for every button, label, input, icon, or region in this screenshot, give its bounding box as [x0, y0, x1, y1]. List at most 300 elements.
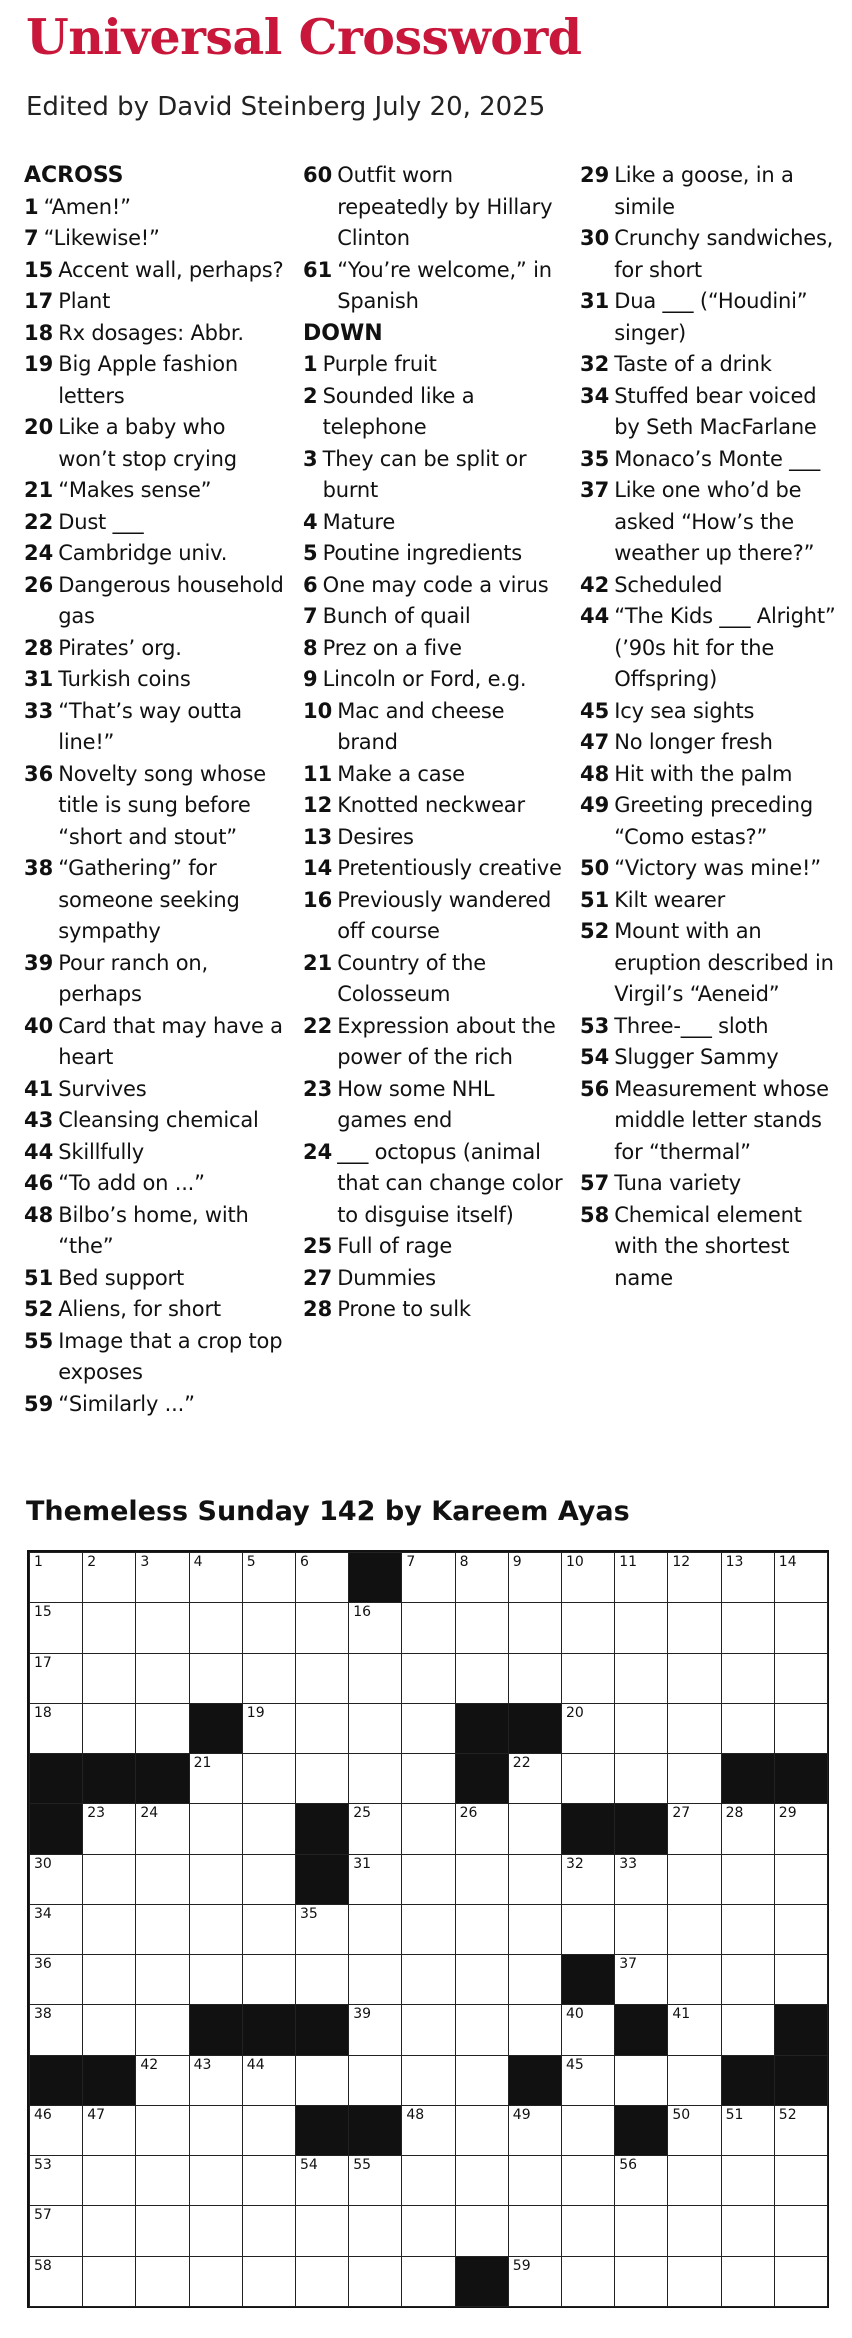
grid-cell[interactable]: [561, 2155, 615, 2206]
across-clue-40[interactable]: [24, 1011, 286, 1074]
grid-cell[interactable]: [614, 1602, 668, 1653]
down-clue-31[interactable]: [580, 286, 842, 349]
clue-number: 4: [303, 509, 318, 534]
down-clue-48[interactable]: [580, 759, 842, 791]
grid-cell[interactable]: [242, 2256, 296, 2307]
down-clue-58[interactable]: [580, 1200, 842, 1295]
grid-cell[interactable]: [189, 1753, 243, 1804]
grid-cell[interactable]: [29, 1552, 83, 1603]
grid-cell[interactable]: [82, 1552, 136, 1603]
grid-cell[interactable]: [561, 1602, 615, 1653]
grid-cell[interactable]: [135, 2205, 189, 2256]
grid-cell[interactable]: [561, 2004, 615, 2055]
down-clue-14[interactable]: [303, 853, 565, 885]
grid-cell[interactable]: [667, 1904, 721, 1955]
grid-cell[interactable]: [721, 1552, 775, 1603]
grid-cell[interactable]: [189, 2205, 243, 2256]
grid-cell[interactable]: [774, 1602, 828, 1653]
grid-cell[interactable]: [667, 1854, 721, 1905]
across-clue-31[interactable]: [24, 664, 286, 696]
grid-cell[interactable]: [29, 1602, 83, 1653]
grid-cell[interactable]: [135, 1803, 189, 1854]
grid-cell[interactable]: [614, 2256, 668, 2307]
grid-cell[interactable]: [455, 1602, 509, 1653]
grid-cell[interactable]: [455, 2055, 509, 2106]
grid-cell[interactable]: [774, 1904, 828, 1955]
across-clue-39[interactable]: [24, 948, 286, 1011]
grid-cell[interactable]: [135, 2256, 189, 2307]
clue-number: 33: [24, 698, 54, 723]
down-clue-1[interactable]: [303, 349, 565, 381]
grid-cell[interactable]: [667, 1653, 721, 1704]
grid-cell[interactable]: [774, 1653, 828, 1704]
down-clue-45[interactable]: [580, 696, 842, 728]
grid-cell[interactable]: [401, 1904, 455, 1955]
cell-number: 15: [34, 1604, 52, 1621]
grid-cell[interactable]: [82, 2155, 136, 2206]
grid-cell[interactable]: [508, 1904, 562, 1955]
grid-cell[interactable]: [721, 2205, 775, 2256]
across-clue-1[interactable]: [24, 192, 286, 224]
grid-cell[interactable]: [401, 2155, 455, 2206]
black-square: [614, 1803, 668, 1854]
down-clue-49[interactable]: [580, 790, 842, 853]
grid-cell[interactable]: [82, 1602, 136, 1653]
grid-cell[interactable]: [667, 1602, 721, 1653]
across-clue-52[interactable]: [24, 1294, 286, 1326]
grid-cell[interactable]: [774, 1954, 828, 2005]
grid-cell[interactable]: [667, 2205, 721, 2256]
grid-cell[interactable]: [614, 1703, 668, 1754]
grid-cell[interactable]: [614, 1552, 668, 1603]
grid-cell[interactable]: [667, 1703, 721, 1754]
across-clue-22[interactable]: [24, 507, 286, 539]
grid-cell[interactable]: [508, 2105, 562, 2156]
grid-cell[interactable]: [189, 2256, 243, 2307]
grid-cell[interactable]: [295, 2256, 349, 2307]
grid-cell[interactable]: [135, 2105, 189, 2156]
grid-cell[interactable]: [242, 1552, 296, 1603]
black-square: [561, 1954, 615, 2005]
grid-cell[interactable]: [29, 2105, 83, 2156]
grid-cell[interactable]: [614, 1904, 668, 1955]
grid-cell[interactable]: [774, 2205, 828, 2256]
grid-cell[interactable]: [401, 1602, 455, 1653]
grid-cell[interactable]: [29, 2205, 83, 2256]
grid-cell[interactable]: [667, 1753, 721, 1804]
down-clue-56[interactable]: [580, 1074, 842, 1169]
clue-text: Bunch of quail: [322, 604, 471, 628]
clue-number: 26: [24, 572, 54, 597]
grid-cell[interactable]: [508, 1602, 562, 1653]
grid-cell[interactable]: [82, 1854, 136, 1905]
down-clue-4[interactable]: [303, 507, 565, 539]
down-clue-27[interactable]: [303, 1263, 565, 1295]
grid-cell[interactable]: [667, 2055, 721, 2106]
grid-cell[interactable]: [561, 1854, 615, 1905]
grid-cell[interactable]: [295, 2055, 349, 2106]
grid-cell[interactable]: [348, 2256, 402, 2307]
cell-number: 23: [87, 1805, 106, 1822]
clue-number: 45: [580, 698, 610, 723]
cell-number: 19: [246, 1704, 265, 1721]
grid-cell[interactable]: [242, 2205, 296, 2256]
grid-cell[interactable]: [82, 2004, 136, 2055]
grid-cell[interactable]: [455, 1803, 509, 1854]
grid-cell[interactable]: [721, 1602, 775, 1653]
grid-cell[interactable]: [561, 2256, 615, 2307]
across-clue-20[interactable]: [24, 412, 286, 475]
down-clue-25[interactable]: [303, 1231, 565, 1263]
grid-cell[interactable]: [508, 2205, 562, 2256]
grid-cell[interactable]: [508, 2004, 562, 2055]
grid-cell[interactable]: [455, 1854, 509, 1905]
down-clue-7[interactable]: [303, 601, 565, 633]
grid-cell[interactable]: [508, 1954, 562, 2005]
grid-cell[interactable]: [135, 1954, 189, 2005]
down-clue-54[interactable]: [580, 1042, 842, 1074]
grid-cell[interactable]: [401, 2105, 455, 2156]
grid-cell[interactable]: [295, 1653, 349, 1704]
grid-cell[interactable]: [401, 1653, 455, 1704]
down-clue-42[interactable]: [580, 570, 842, 602]
grid-cell[interactable]: [508, 1653, 562, 1704]
grid-cell[interactable]: [29, 2256, 83, 2307]
down-clue-44[interactable]: [580, 601, 842, 696]
grid-cell[interactable]: [561, 1904, 615, 1955]
down-clue-37[interactable]: [580, 475, 842, 570]
grid-cell[interactable]: [348, 1904, 402, 1955]
across-clue-61[interactable]: [303, 255, 565, 318]
grid-cell[interactable]: [135, 1552, 189, 1603]
cell-number: 20: [566, 1704, 584, 1721]
grid-cell[interactable]: [561, 2105, 615, 2156]
grid-cell[interactable]: [721, 2004, 775, 2055]
grid-cell[interactable]: [774, 1552, 828, 1603]
grid-cell[interactable]: [721, 2155, 775, 2206]
clue-text: One may code a virus: [322, 572, 549, 597]
grid-cell[interactable]: [82, 2205, 136, 2256]
across-clue-48[interactable]: [24, 1200, 286, 1263]
grid-cell[interactable]: [508, 1803, 562, 1854]
down-clue-28[interactable]: [303, 1294, 565, 1326]
grid-cell[interactable]: [455, 2205, 509, 2256]
down-clue-11[interactable]: [303, 759, 565, 791]
grid-cell[interactable]: [401, 2205, 455, 2256]
grid-cell[interactable]: [189, 2055, 243, 2106]
grid-cell[interactable]: [29, 1703, 83, 1754]
grid-cell[interactable]: [82, 2256, 136, 2307]
grid-cell[interactable]: [561, 1703, 615, 1754]
down-clue-53[interactable]: [580, 1011, 842, 1043]
grid-cell[interactable]: [29, 2155, 83, 2206]
grid-cell[interactable]: [242, 1753, 296, 1804]
grid-cell[interactable]: [774, 2256, 828, 2307]
clue-number: 3: [303, 446, 318, 471]
grid-cell[interactable]: [295, 1703, 349, 1754]
across-clue-36[interactable]: [24, 759, 286, 854]
across-clue-17[interactable]: [24, 286, 286, 318]
grid-cell[interactable]: [135, 2155, 189, 2206]
grid-cell[interactable]: [455, 1552, 509, 1603]
grid-cell[interactable]: [508, 1753, 562, 1804]
black-square: [82, 2055, 136, 2106]
across-clue-59[interactable]: [24, 1389, 286, 1421]
down-clue-29[interactable]: [580, 160, 842, 223]
grid-cell[interactable]: [29, 1653, 83, 1704]
clue-number: 51: [580, 887, 610, 912]
cell-number: 41: [672, 2006, 691, 2023]
grid-cell[interactable]: [455, 1904, 509, 1955]
grid-cell[interactable]: [135, 1653, 189, 1704]
grid-cell[interactable]: [667, 2256, 721, 2307]
grid-cell[interactable]: [295, 1602, 349, 1653]
grid-cell[interactable]: [614, 1854, 668, 1905]
cell-number: 52: [778, 2106, 797, 2123]
grid-cell[interactable]: [721, 1854, 775, 1905]
across-clue-26[interactable]: [24, 570, 286, 633]
grid-cell[interactable]: [614, 1753, 668, 1804]
grid-cell[interactable]: [508, 2155, 562, 2206]
clue-number: 25: [303, 1234, 333, 1258]
grid-cell[interactable]: [189, 1552, 243, 1603]
grid-cell[interactable]: [242, 1904, 296, 1955]
grid-cell[interactable]: [189, 2155, 243, 2206]
grid-cell[interactable]: [667, 1552, 721, 1603]
down-clue-52[interactable]: [580, 916, 842, 1011]
grid-cell[interactable]: [348, 2004, 402, 2055]
clue-text: “Victory was mine!”: [614, 856, 821, 880]
grid-cell[interactable]: [189, 1954, 243, 2005]
grid-cell[interactable]: [348, 1954, 402, 2005]
grid-cell[interactable]: [667, 1803, 721, 1854]
grid-cell[interactable]: [295, 1552, 349, 1603]
grid-cell[interactable]: [135, 1602, 189, 1653]
grid-cell[interactable]: [401, 2004, 455, 2055]
grid-cell[interactable]: [82, 1803, 136, 1854]
grid-cell[interactable]: [401, 1854, 455, 1905]
down-clue-21[interactable]: [303, 948, 565, 1011]
grid-cell[interactable]: [561, 1753, 615, 1804]
grid-cell[interactable]: [295, 2205, 349, 2256]
grid-cell[interactable]: [561, 1552, 615, 1603]
down-clue-10[interactable]: [303, 696, 565, 759]
down-clue-6[interactable]: [303, 570, 565, 602]
grid-cell[interactable]: [29, 2004, 83, 2055]
grid-cell[interactable]: [721, 2256, 775, 2307]
grid-cell[interactable]: [401, 1703, 455, 1754]
grid-cell[interactable]: [189, 1904, 243, 1955]
grid-cell[interactable]: [348, 2205, 402, 2256]
grid-cell[interactable]: [721, 1703, 775, 1754]
grid-cell[interactable]: [455, 2155, 509, 2206]
grid-cell[interactable]: [721, 1803, 775, 1854]
grid-cell[interactable]: [774, 1803, 828, 1854]
grid-cell[interactable]: [29, 1904, 83, 1955]
clue-text: Lincoln or Ford, e.g.: [322, 667, 527, 691]
grid-cell[interactable]: [667, 2004, 721, 2055]
grid-cell[interactable]: [401, 1753, 455, 1804]
grid-cell[interactable]: [348, 1602, 402, 1653]
grid-cell[interactable]: [295, 1904, 349, 1955]
grid-cell[interactable]: [189, 1602, 243, 1653]
grid-cell[interactable]: [242, 1954, 296, 2005]
grid-cell[interactable]: [561, 2055, 615, 2106]
grid-cell[interactable]: [348, 1703, 402, 1754]
grid-cell[interactable]: [508, 1854, 562, 1905]
across-clue-38[interactable]: [24, 853, 286, 948]
grid-cell[interactable]: [614, 2205, 668, 2256]
grid-cell[interactable]: [135, 2055, 189, 2106]
grid-cell[interactable]: [189, 2105, 243, 2156]
cell-number: 32: [566, 1855, 584, 1872]
clue-text: Cleansing chemical: [58, 1108, 259, 1132]
clue-number: 35: [580, 446, 610, 471]
down-clue-5[interactable]: [303, 538, 565, 570]
grid-cell[interactable]: [242, 1854, 296, 1905]
down-clue-24[interactable]: [303, 1137, 565, 1232]
grid-cell[interactable]: [348, 1854, 402, 1905]
grid-cell[interactable]: [614, 1653, 668, 1704]
grid-cell[interactable]: [774, 1703, 828, 1754]
grid-cell[interactable]: [561, 1653, 615, 1704]
grid-cell[interactable]: [348, 2055, 402, 2106]
grid-cell[interactable]: [455, 1653, 509, 1704]
grid-cell[interactable]: [348, 1653, 402, 1704]
down-clue-13[interactable]: [303, 822, 565, 854]
grid-cell[interactable]: [189, 1653, 243, 1704]
clue-number: 36: [24, 761, 54, 786]
grid-cell[interactable]: [667, 1954, 721, 2005]
down-clue-34[interactable]: [580, 381, 842, 444]
across-clue-46[interactable]: [24, 1168, 286, 1200]
grid-cell[interactable]: [82, 1904, 136, 1955]
clue-text: Novelty song whose title is sung before “short and stout”: [58, 761, 267, 849]
grid-cell[interactable]: [135, 1703, 189, 1754]
down-clue-8[interactable]: [303, 633, 565, 665]
grid-cell[interactable]: [242, 2055, 296, 2106]
grid-cell[interactable]: [774, 2155, 828, 2206]
grid-cell[interactable]: [295, 1753, 349, 1804]
across-clue-28[interactable]: [24, 633, 286, 665]
grid-cell[interactable]: [295, 1954, 349, 2005]
black-square: [29, 1803, 83, 1854]
grid-cell[interactable]: [561, 2205, 615, 2256]
grid-cell[interactable]: [242, 1803, 296, 1854]
grid-cell[interactable]: [242, 2155, 296, 2206]
down-clue-47[interactable]: [580, 727, 842, 759]
across-clue-41[interactable]: [24, 1074, 286, 1106]
grid-cell[interactable]: [348, 1803, 402, 1854]
down-clue-57[interactable]: [580, 1168, 842, 1200]
grid-cell[interactable]: [401, 1552, 455, 1603]
grid-cell[interactable]: [508, 1552, 562, 1603]
grid-cell[interactable]: [189, 1803, 243, 1854]
grid-cell[interactable]: [348, 2155, 402, 2206]
grid-cell[interactable]: [242, 2105, 296, 2156]
grid-cell[interactable]: [614, 1954, 668, 2005]
down-clue-51[interactable]: [580, 885, 842, 917]
grid-cell[interactable]: [348, 1753, 402, 1804]
grid-cell[interactable]: [614, 2155, 668, 2206]
grid-cell[interactable]: [189, 1854, 243, 1905]
grid-cell[interactable]: [242, 1602, 296, 1653]
grid-cell[interactable]: [455, 2105, 509, 2156]
across-clue-15[interactable]: [24, 255, 286, 287]
grid-cell[interactable]: [455, 2004, 509, 2055]
grid-cell[interactable]: [29, 1854, 83, 1905]
down-clue-22[interactable]: [303, 1011, 565, 1074]
grid-cell[interactable]: [401, 1803, 455, 1854]
across-clue-33[interactable]: [24, 696, 286, 759]
grid-cell[interactable]: [242, 1703, 296, 1754]
across-clue-19[interactable]: [24, 349, 286, 412]
down-clue-35[interactable]: [580, 444, 842, 476]
down-clue-23[interactable]: [303, 1074, 565, 1137]
clue-number: 60: [303, 163, 333, 187]
grid-cell[interactable]: [774, 1854, 828, 1905]
across-clue-18[interactable]: [24, 318, 286, 350]
down-clue-32[interactable]: [580, 349, 842, 381]
grid-cell[interactable]: [135, 1854, 189, 1905]
grid-cell[interactable]: [614, 2055, 668, 2106]
grid-cell[interactable]: [721, 1904, 775, 1955]
grid-cell[interactable]: [82, 1653, 136, 1704]
grid-cell[interactable]: [82, 2105, 136, 2156]
clue-text: They can be split or burnt: [322, 446, 527, 502]
cell-number: 26: [459, 1805, 478, 1822]
down-clue-3[interactable]: [303, 444, 565, 507]
grid-cell[interactable]: [667, 2105, 721, 2156]
grid-cell[interactable]: [135, 1904, 189, 1955]
down-clue-2[interactable]: [303, 381, 565, 444]
grid-cell[interactable]: [721, 2105, 775, 2156]
grid-cell[interactable]: [508, 2256, 562, 2307]
clue-text: Tuna variety: [614, 1171, 741, 1195]
cell-number: 27: [672, 1805, 691, 1822]
grid-cell[interactable]: [401, 2256, 455, 2307]
grid-cell[interactable]: [721, 1954, 775, 2005]
grid-cell[interactable]: [82, 1954, 136, 2005]
across-clue-24[interactable]: [24, 538, 286, 570]
grid-cell[interactable]: [242, 1653, 296, 1704]
across-clue-60[interactable]: [303, 160, 565, 255]
across-clue-43[interactable]: [24, 1105, 286, 1137]
down-clue-50[interactable]: [580, 853, 842, 885]
grid-cell[interactable]: [401, 2055, 455, 2106]
across-clue-7[interactable]: [24, 223, 286, 255]
down-clue-30[interactable]: [580, 223, 842, 286]
across-clue-55[interactable]: [24, 1326, 286, 1389]
grid-cell[interactable]: [82, 1703, 136, 1754]
across-clue-51[interactable]: [24, 1263, 286, 1295]
grid-cell[interactable]: [135, 2004, 189, 2055]
grid-cell[interactable]: [401, 1954, 455, 2005]
down-clue-12[interactable]: [303, 790, 565, 822]
grid-cell[interactable]: [721, 1653, 775, 1704]
across-clue-44[interactable]: [24, 1137, 286, 1169]
down-clue-16[interactable]: [303, 885, 565, 948]
across-clue-21[interactable]: [24, 475, 286, 507]
grid-cell[interactable]: [774, 2105, 828, 2156]
grid-cell[interactable]: [455, 1954, 509, 2005]
clue-text: “To add on ...”: [58, 1171, 205, 1195]
down-clue-9[interactable]: [303, 664, 565, 696]
grid-cell[interactable]: [29, 1954, 83, 2005]
grid-cell[interactable]: [295, 2155, 349, 2206]
grid-cell[interactable]: [667, 2155, 721, 2206]
clue-number: 22: [24, 509, 54, 534]
